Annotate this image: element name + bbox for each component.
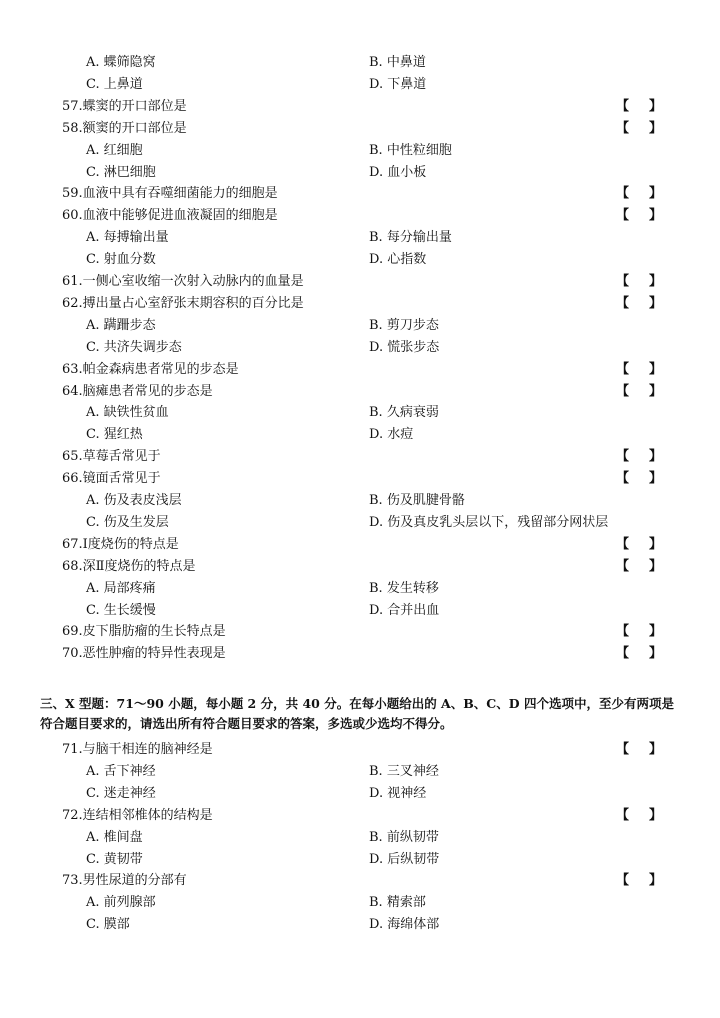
question-row: [0, 97, 720, 117]
options-row: [0, 601, 720, 621]
bracket-right: 】: [648, 449, 662, 465]
bracket-left: 【: [616, 624, 630, 640]
option-left: A. 伤及表皮浅层: [86, 493, 182, 508]
question-row: [0, 871, 720, 891]
question-row: [0, 119, 720, 139]
options-row: [0, 915, 720, 935]
question-text: 62.搏出量占心室舒张末期容积的百分比是: [62, 295, 304, 311]
bracket-left: 【: [616, 295, 630, 311]
question-row: [0, 535, 720, 555]
bracket-left: 【: [616, 361, 630, 377]
question-text: 65.草莓舌常见于: [62, 449, 161, 465]
question-text: 63.帕金森病患者常见的步态是: [62, 361, 239, 377]
bracket-left: 【: [616, 186, 630, 202]
option-right: D. 血小板: [369, 164, 427, 180]
option-left: C. 猩红热: [86, 427, 143, 443]
bracket-left: 【: [616, 383, 630, 399]
option-left: A. 蹒跚步态: [86, 317, 156, 333]
question-row: [0, 806, 720, 826]
question-text: 61.一侧心室收缩一次射入动脉内的血量是: [62, 274, 304, 289]
bracket-right: 】: [648, 186, 662, 202]
bracket-right: 】: [648, 646, 662, 662]
option-left: C. 上鼻道: [86, 76, 143, 92]
options-row: [0, 228, 720, 248]
option-left: C. 膜部: [86, 917, 130, 933]
bracket-left: 【: [616, 807, 630, 823]
options-row: [0, 893, 720, 913]
option-right: B. 前纵韧带: [369, 829, 439, 845]
bracket-right: 】: [648, 624, 662, 640]
option-left: C. 伤及生发层: [86, 514, 169, 530]
answer-bracket[interactable]: [616, 740, 662, 760]
option-left: C. 生长缓慢: [86, 602, 156, 618]
answer-bracket[interactable]: [616, 119, 662, 139]
option-right: B. 久病衰弱: [369, 405, 439, 421]
answer-bracket[interactable]: [616, 871, 662, 891]
options-row: [0, 338, 720, 358]
options-row: [0, 163, 720, 183]
answer-bracket[interactable]: [616, 97, 662, 117]
option-left: A. 缺铁性贫血: [86, 405, 169, 421]
answer-bracket[interactable]: [616, 206, 662, 226]
options-row: [0, 491, 720, 511]
question-row: [0, 740, 720, 760]
bracket-left: 【: [616, 742, 630, 757]
answer-bracket[interactable]: [616, 469, 662, 489]
bracket-left: 【: [616, 120, 630, 136]
answer-bracket[interactable]: [616, 644, 662, 664]
bracket-left: 【: [616, 98, 630, 114]
options-row: [0, 850, 720, 870]
question-text: 57.蝶窦的开口部位是: [62, 98, 187, 114]
options-row: [0, 53, 720, 73]
bracket-right: 】: [648, 383, 662, 399]
bracket-left: 【: [616, 274, 630, 289]
option-left: C. 共济失调步态: [86, 339, 182, 355]
question-row: [0, 184, 720, 204]
bracket-right: 】: [648, 742, 662, 757]
options-row: [0, 250, 720, 270]
option-right: D. 伤及真皮乳头层以下，残留部分网状层: [369, 514, 609, 530]
option-left: C. 淋巴细胞: [86, 164, 156, 180]
option-right: B. 发生转移: [369, 580, 439, 596]
bracket-right: 】: [648, 873, 662, 889]
option-left: A. 前列腺部: [86, 895, 156, 911]
answer-bracket[interactable]: [616, 382, 662, 402]
option-right: D. 慌张步态: [369, 339, 440, 355]
answer-bracket[interactable]: [616, 294, 662, 314]
option-left: A. 椎间盘: [86, 829, 143, 845]
question-row: [0, 557, 720, 577]
option-right: B. 每分输出量: [369, 230, 452, 246]
options-row: [0, 828, 720, 848]
option-right: D. 心指数: [369, 252, 427, 268]
answer-bracket[interactable]: [616, 535, 662, 555]
option-right: B. 三叉神经: [369, 763, 439, 779]
answer-bracket[interactable]: [616, 447, 662, 467]
option-right: D. 海绵体部: [369, 917, 440, 933]
bracket-right: 】: [648, 274, 662, 289]
answer-bracket[interactable]: [616, 622, 662, 642]
question-row: [0, 644, 720, 664]
option-left: A. 红细胞: [86, 142, 143, 158]
option-right: B. 剪刀步态: [369, 317, 439, 333]
options-row: [0, 579, 720, 599]
question-text: 58.额窦的开口部位是: [62, 120, 187, 136]
option-left: C. 迷走神经: [86, 785, 156, 801]
bracket-left: 【: [616, 558, 630, 574]
question-text: 71.与脑干相连的脑神经是: [62, 742, 213, 757]
question-row: [0, 360, 720, 380]
question-text: 70.恶性肿瘤的特异性表现是: [62, 646, 226, 662]
option-left: C. 黄韧带: [86, 851, 143, 867]
question-row: [0, 382, 720, 402]
question-text: 68.深Ⅱ度烧伤的特点是: [62, 558, 196, 574]
bracket-right: 】: [648, 98, 662, 114]
bracket-right: 】: [648, 471, 662, 487]
option-right: D. 视神经: [369, 785, 427, 801]
bracket-left: 【: [616, 471, 630, 487]
answer-bracket[interactable]: [616, 557, 662, 577]
option-left: C. 射血分数: [86, 252, 156, 268]
option-right: D. 水痘: [369, 427, 414, 443]
question-row: [0, 622, 720, 642]
option-right: B. 精索部: [369, 895, 426, 911]
option-right: B. 中性粒细胞: [369, 142, 452, 158]
options-row: [0, 141, 720, 161]
options-row: [0, 403, 720, 423]
question-row: [0, 206, 720, 226]
option-left: A. 蝶筛隐窝: [86, 55, 156, 70]
option-right: D. 后纵韧带: [369, 851, 440, 867]
question-text: 69.皮下脂肪瘤的生长特点是: [62, 624, 226, 640]
bracket-right: 】: [648, 361, 662, 377]
bracket-left: 【: [616, 208, 630, 224]
option-left: A. 每搏输出量: [86, 230, 169, 246]
option-right: D. 下鼻道: [369, 76, 427, 92]
option-right: D. 合并出血: [369, 602, 440, 618]
options-row: [0, 784, 720, 804]
question-row: [0, 272, 720, 292]
option-right: B. 中鼻道: [369, 55, 426, 70]
bracket-right: 】: [648, 208, 662, 224]
option-left: A. 舌下神经: [86, 763, 156, 779]
answer-bracket[interactable]: [616, 272, 662, 292]
question-text: 59.血液中具有吞噬细菌能力的细胞是: [62, 186, 278, 202]
question-text: 67.Ⅰ度烧伤的特点是: [62, 536, 179, 552]
bracket-right: 】: [648, 558, 662, 574]
bracket-right: 】: [648, 295, 662, 311]
question-text: 72.连结相邻椎体的结构是: [62, 807, 213, 823]
question-text: 64.脑瘫患者常见的步态是: [62, 383, 213, 399]
answer-bracket[interactable]: [616, 360, 662, 380]
options-row: [0, 75, 720, 95]
options-row: [0, 762, 720, 782]
bracket-left: 【: [616, 449, 630, 465]
options-row: [0, 425, 720, 445]
bracket-left: 【: [616, 873, 630, 889]
question-row: [0, 447, 720, 467]
question-text: 73.男性尿道的分部有: [62, 873, 187, 889]
bracket-right: 】: [648, 120, 662, 136]
bracket-right: 】: [648, 536, 662, 552]
answer-bracket[interactable]: [616, 184, 662, 204]
option-left: A. 局部疼痛: [86, 580, 156, 596]
option-right: B. 伤及肌腱骨骼: [369, 493, 465, 508]
options-row: [0, 316, 720, 336]
question-text: 66.镜面舌常见于: [62, 471, 161, 487]
bracket-right: 】: [648, 807, 662, 823]
question-text: 60.血液中能够促进血液凝固的细胞是: [62, 208, 278, 224]
answer-bracket[interactable]: [616, 806, 662, 826]
bracket-left: 【: [616, 536, 630, 552]
bracket-left: 【: [616, 646, 630, 662]
options-row: [0, 513, 720, 533]
question-row: [0, 294, 720, 314]
section-heading: 三、X 型题：71～90 小题，每小题 2 分，共 40 分。在每小题给出的 A、B、C、D 四个选项中，至少有两项是符合题目要求的，请选出所有符合题目要求的答案，多选或少选均不得分。: [40, 696, 674, 731]
question-row: [0, 469, 720, 489]
